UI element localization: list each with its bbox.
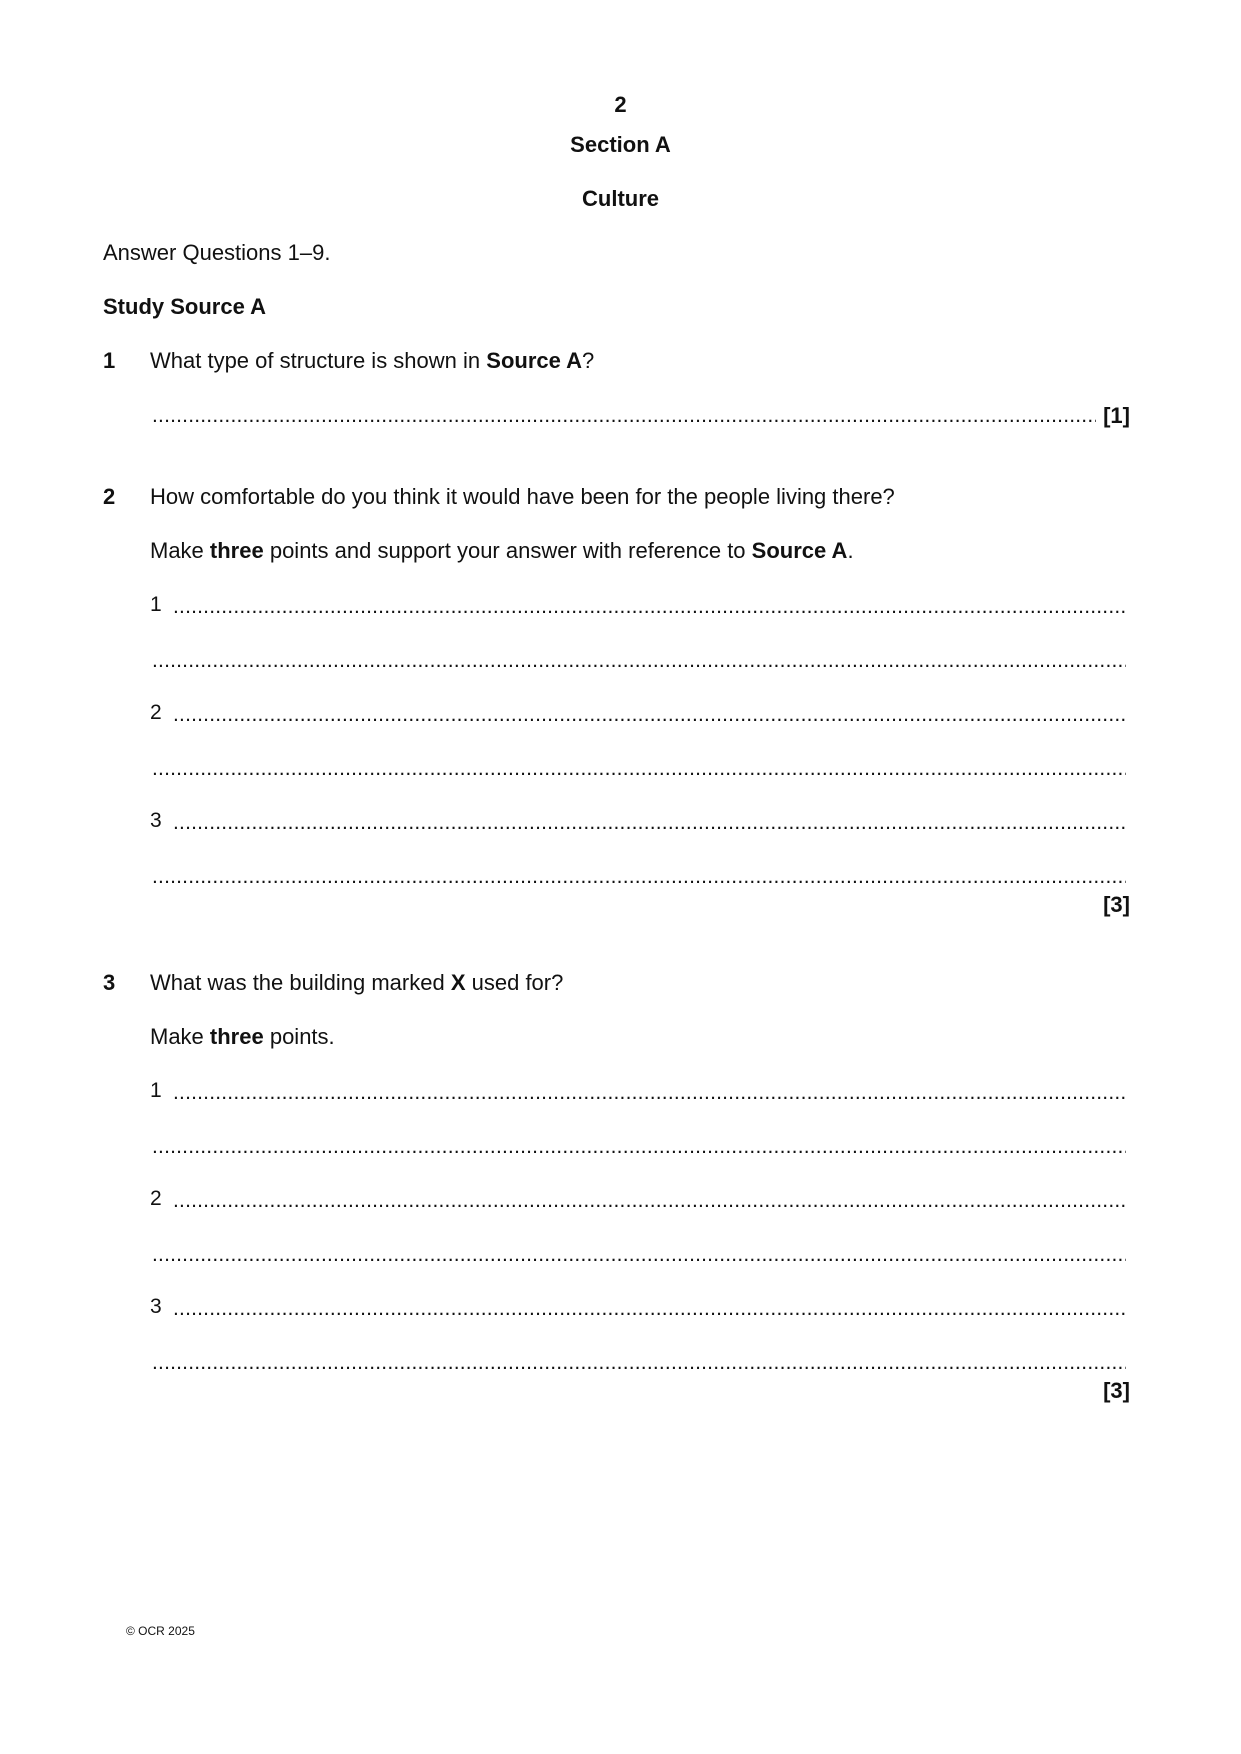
question-3-point-2-label: 2 (150, 1187, 162, 1210)
question-3-point-2-line[interactable] (173, 1188, 1126, 1214)
question-2-point-3-label: 3 (150, 809, 162, 832)
question-2-number: 2 (103, 484, 116, 509)
question-3-text: What was the building marked X used for? (150, 970, 564, 995)
question-1-text: What type of structure is shown in Source A? (150, 348, 595, 373)
question-3-point-3-label: 3 (150, 1295, 162, 1318)
question-2-instruction: Make three points and support your answer with reference to Source A. (150, 538, 854, 563)
copyright: © OCR 2025 (126, 1624, 195, 1638)
question-2-text: How comfortable do you think it would have been for the people living there? (150, 484, 895, 509)
question-3-point-1-label: 1 (150, 1079, 162, 1102)
question-2-point-3-line[interactable] (173, 810, 1126, 836)
question-2-point-3-line-2[interactable] (152, 864, 1126, 890)
question-2-point-2-line[interactable] (173, 702, 1126, 728)
question-2-point-1-label: 1 (150, 593, 162, 616)
question-3-point-2-line-2[interactable] (152, 1242, 1126, 1268)
question-3-point-3-line-2[interactable] (152, 1350, 1126, 1376)
question-3-instruction: Make three points. (150, 1024, 335, 1049)
question-3-point-3-line[interactable] (173, 1296, 1126, 1322)
page-number: 2 (614, 92, 627, 117)
instruction: Answer Questions 1–9. (103, 240, 331, 265)
question-2-mark: [3] (1103, 892, 1130, 917)
question-1-number: 1 (103, 348, 116, 373)
question-2-point-2-label: 2 (150, 701, 162, 724)
question-1-mark: [1] (1103, 403, 1130, 428)
question-2-point-1-line[interactable] (173, 594, 1126, 620)
question-1-answer-line[interactable] (152, 403, 1096, 429)
question-2-point-1-line-2[interactable] (152, 648, 1126, 674)
question-3-number: 3 (103, 970, 116, 995)
question-3-point-1-line-2[interactable] (152, 1134, 1126, 1160)
question-3-point-1-line[interactable] (173, 1080, 1126, 1106)
section-title: Section A (570, 132, 671, 157)
question-3-mark: [3] (1103, 1378, 1130, 1403)
question-2-point-2-line-2[interactable] (152, 756, 1126, 782)
study-heading: Study Source A (103, 294, 266, 319)
section-subtitle: Culture (582, 186, 659, 211)
